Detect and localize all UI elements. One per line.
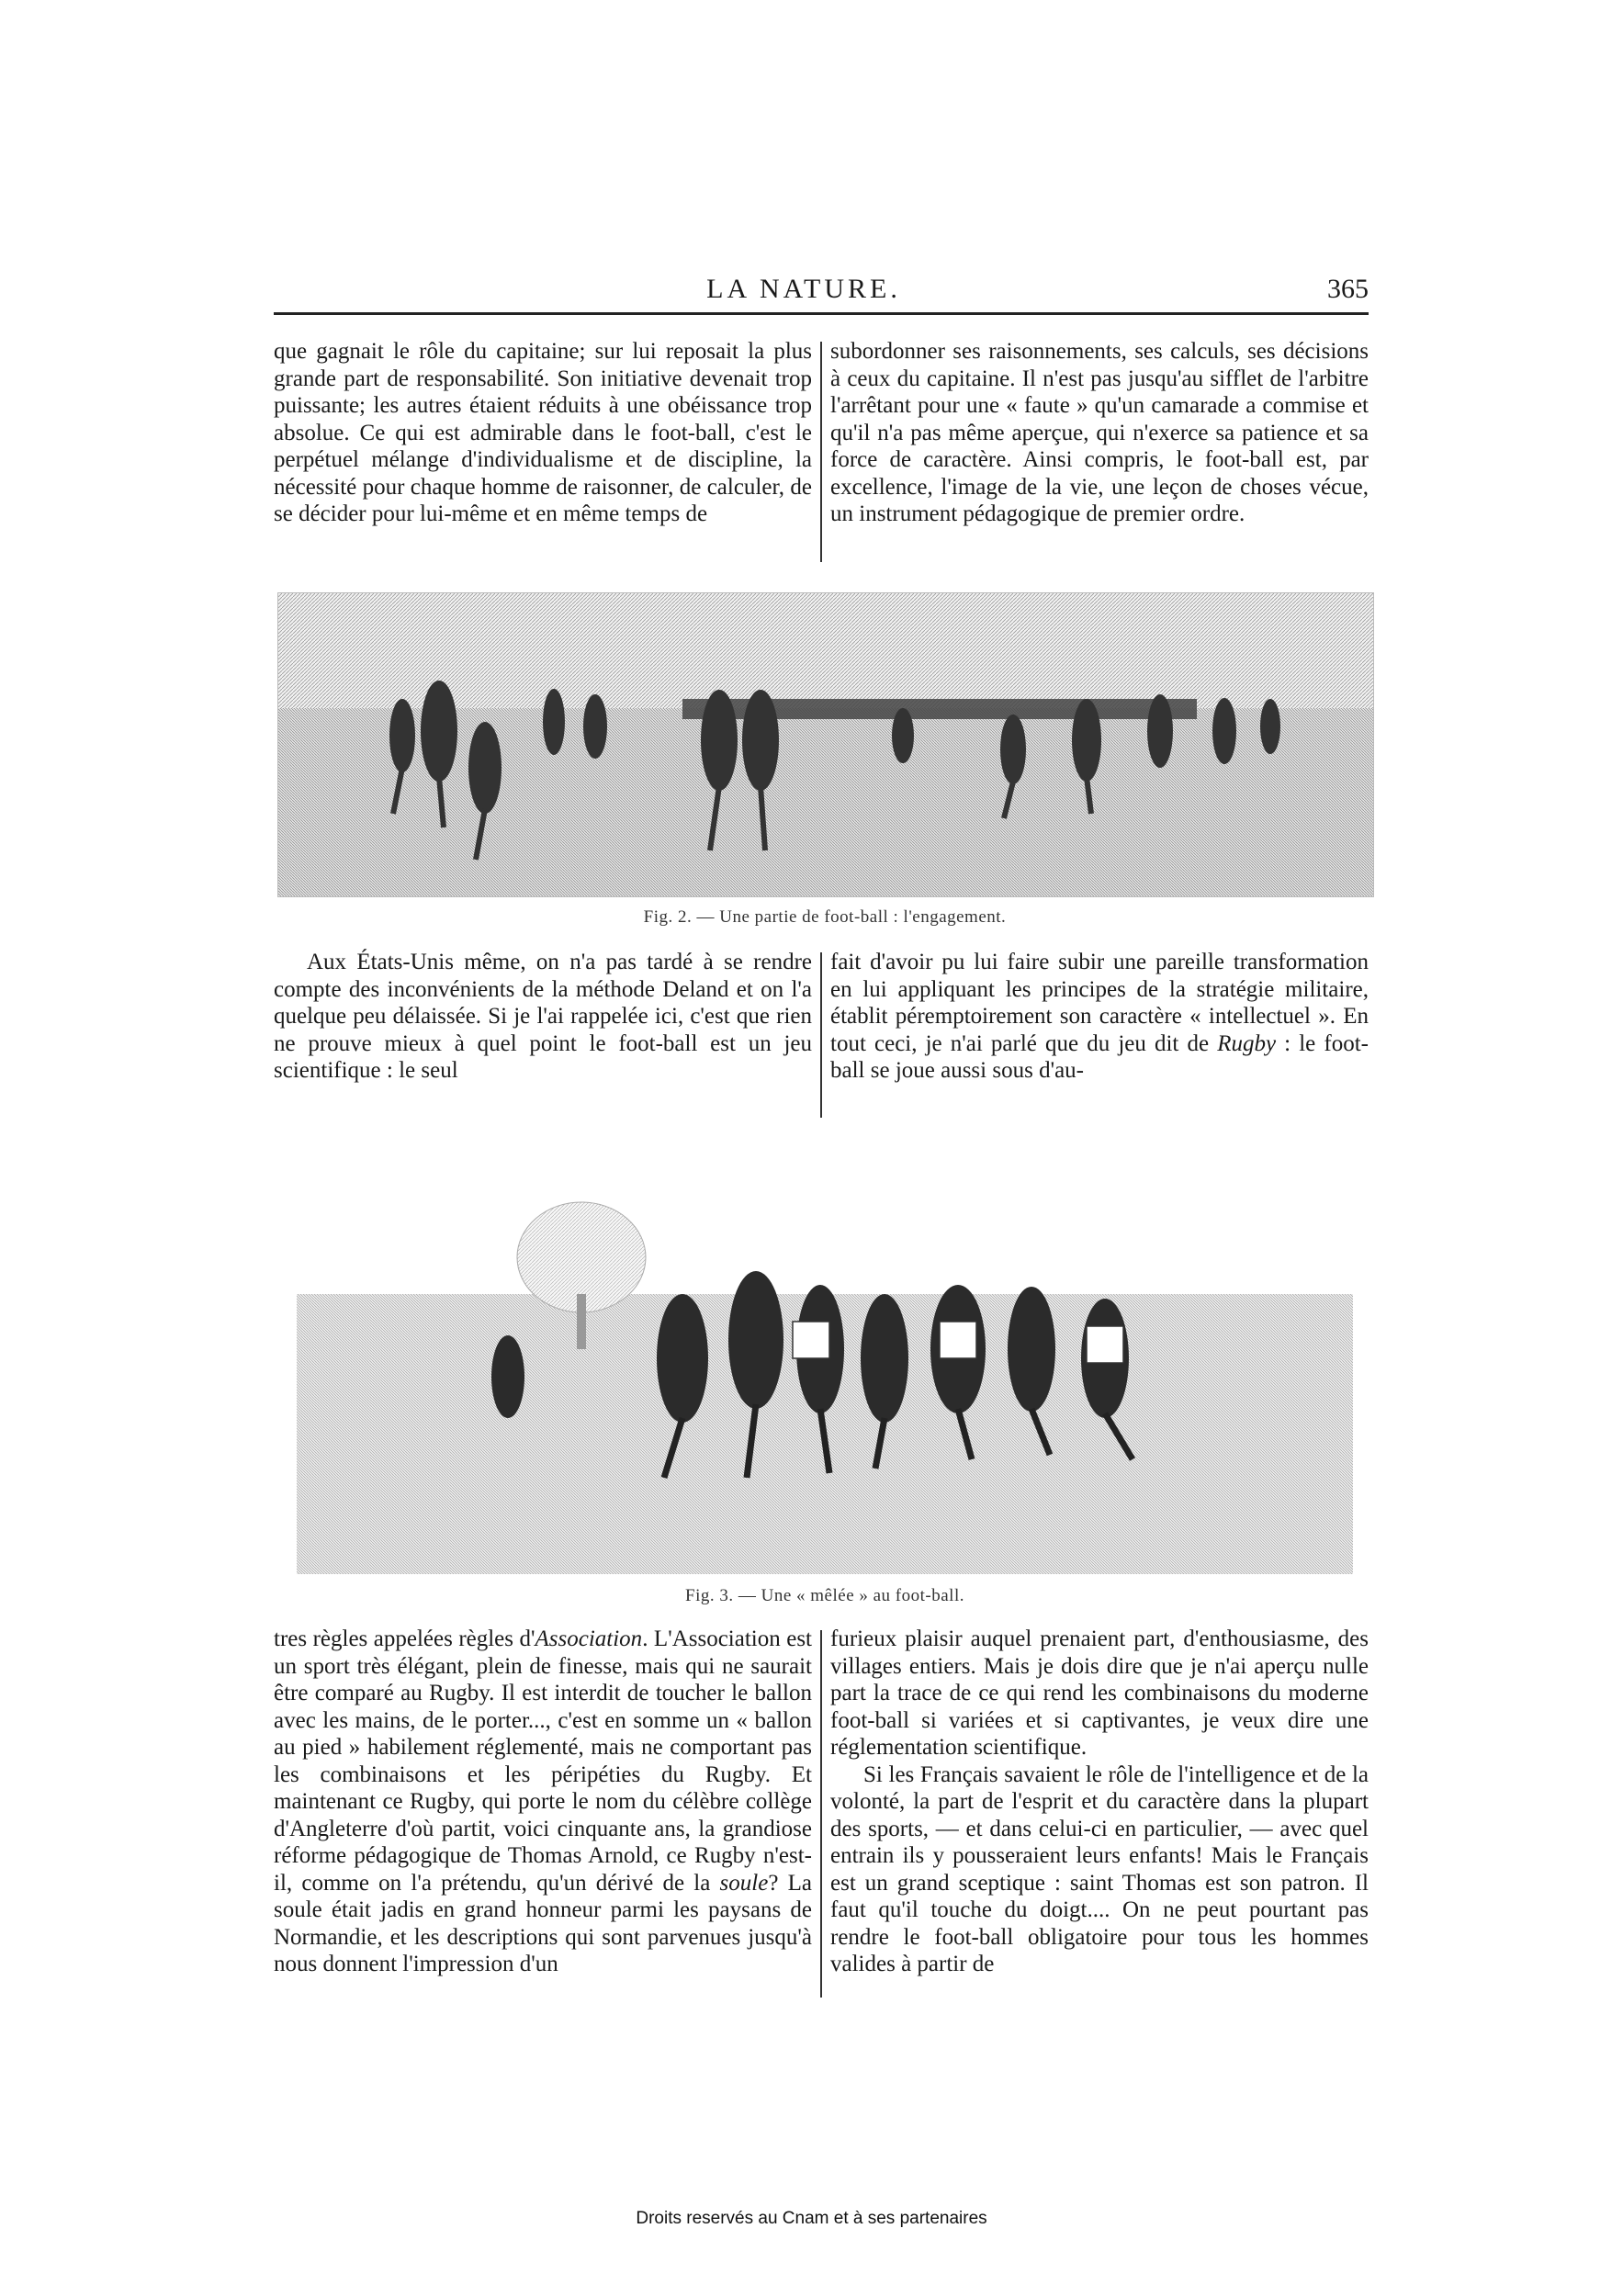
- section2-left-column: [274, 949, 812, 1085]
- football-scrum-illustration: [278, 1156, 1373, 1574]
- page-number: 365: [1327, 274, 1369, 304]
- section3-left-column: [274, 1626, 812, 1978]
- paragraph: que gagnait le rôle du capitaine; sur lui reposait la plus grande part de responsabilité. Son initiative devenait trop puissante; les autres étaient réduits à une obéissance trop absolue. Ce qui est admirable dans le foot-ball, c'est le perpétuel mélange d'individualisme et de discipline, la nécessité pour chaque homme de raisonner, de calculer, de se décider pour lui-même et en même temps de: [274, 339, 812, 526]
- running-header-title: LA NATURE.: [706, 274, 901, 304]
- column-divider: [820, 1630, 822, 1998]
- column-divider: [820, 342, 822, 562]
- paragraph: Aux États-Unis même, on n'a pas tardé à se rendre compte des inconvénients de la méthode Deland et on l'a quelque peu délaissée. Si je l'ai rappelée ici, c'est que rien ne prouve mieux à quel point le foot-ball est un jeu scientifique : le seul: [274, 950, 812, 1083]
- emphasis-association: Association: [535, 1626, 643, 1651]
- paragraph: furieux plaisir auquel prenaient part, d'enthousiasme, des villages entiers. Mais je dois dire que je n'ai aperçu nulle part la trace de ce qui rend les combinaisons du moderne foot-ball si variées et si captivantes, je veux dire une réglementation scientifique.: [830, 1626, 1369, 1760]
- paragraph: [830, 949, 1369, 1085]
- section3-right-column: [830, 1626, 1369, 1978]
- section2-right-column: [830, 949, 1369, 1085]
- figure-2-caption: Fig. 2. — Une partie de foot-ball : l'engagement.: [643, 907, 1007, 927]
- paragraph: Si les Français savaient le rôle de l'intelligence et de la volonté, la part de l'esprit et du caractère dans la plupart des sports, — et dans celui-ci en particulier, — avec quel entrain ils y pousseraient leurs enfants! Mais le Français est un grand sceptique : saint Thomas est son patron. Il faut qu'il touche du doigt.... On ne peut pourtant pas rendre le foot-ball obligatoire pour tous les hommes valides à partir de: [830, 1761, 1369, 1976]
- text-run: : le foot-ball se joue aussi sous d'au-: [830, 1030, 1369, 1083]
- paragraph: [274, 1626, 812, 1978]
- text-run: ? La soule était jadis en grand honneur parmi les paysans de Normandie, et les descriptions qui sont parvenues jusqu'à nous donnent l'impression d'un: [274, 1870, 813, 1976]
- header-rule: [274, 312, 1369, 315]
- paragraph: subordonner ses raisonnements, ses calculs, ses décisions à ceux du capitaine. Il n'est pas jusqu'au sifflet de l'arbitre l'arrêtant pour une « faute » qu'un camarade a commise et qu'il n'a pas même aperçue, qui n'exerce sa patience et sa force de caractère. Ainsi compris, le foot-ball est, par excellence, l'image de la vie, une leçon de choses vécue, un instrument pédagogique de premier ordre.: [830, 339, 1369, 526]
- emphasis-soule: soule: [719, 1870, 769, 1896]
- football-engagement-illustration: [278, 593, 1373, 896]
- emphasis-rugby: Rugby: [1217, 1030, 1277, 1056]
- figure-3-engraving: [277, 1155, 1374, 1575]
- column-divider: [820, 952, 822, 1118]
- rights-footer: Droits reservés au Cnam et à ses partenaires: [636, 2209, 987, 2228]
- figure-2-engraving: [277, 592, 1374, 897]
- text-run: tres règles appelées règles d': [274, 1626, 535, 1651]
- figure-3-caption: Fig. 3. — Une « mêlée » au foot-ball.: [685, 1586, 964, 1605]
- text-run: . L'Association est un sport très élégant, plein de finesse, mais qui ne saurait être comparé au Rugby. Il est interdit de toucher le ballon avec les mains, de le porter..., c'est en somme un « ballon au pied » habilement réglementé, mais ne comportant pas les combinaisons et les péripéties du Rugby. Et maintenant ce Rugby, qui porte le nom du célèbre collège d'Angleterre d'où partit, voici cinquante ans, la grandiose réforme pédagogique de Thomas Arnold, ce Rugby n'est-il, comme on l'a prétendu, qu'un dérivé de la: [274, 1626, 813, 1896]
- section1-left-column: [274, 338, 812, 528]
- text-run: fait d'avoir pu lui faire subir une pareille transformation en lui appliquant les principes de la stratégie militaire, établit péremptoirement son caractère « intellectuel ». En tout ceci, je n'ai parlé que du jeu dit de: [830, 950, 1369, 1056]
- section1-right-column: [830, 338, 1369, 528]
